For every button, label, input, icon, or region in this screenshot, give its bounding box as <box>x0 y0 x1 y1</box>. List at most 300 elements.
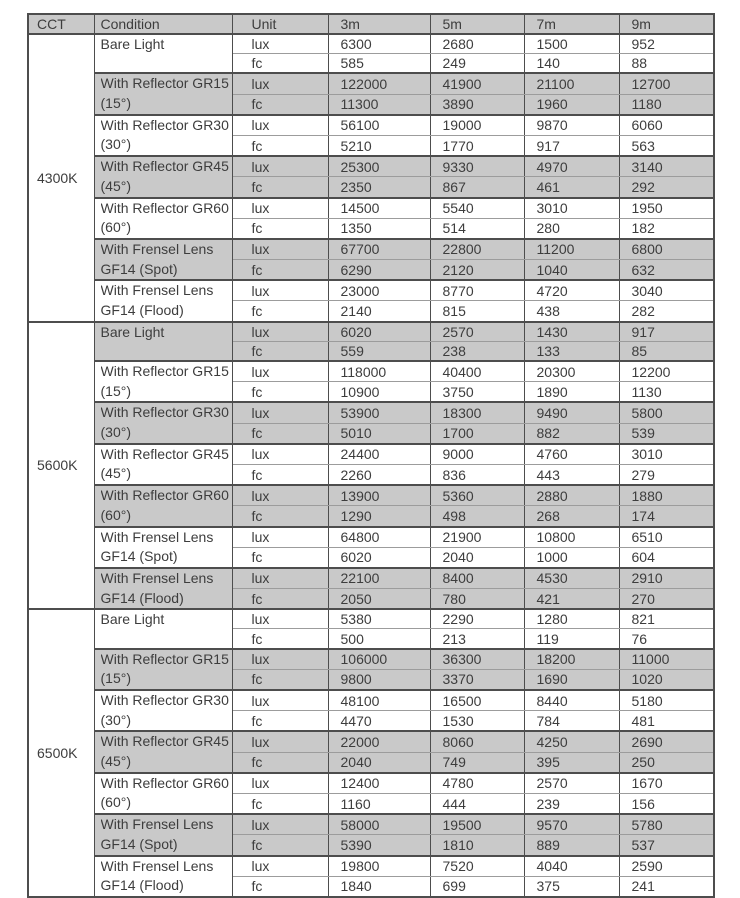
unit-cell-fc: fc <box>232 54 328 74</box>
value-cell: 22000 <box>328 731 430 752</box>
value-cell: 24400 <box>328 444 430 465</box>
value-cell: 2350 <box>328 177 430 198</box>
value-cell: 1430 <box>524 322 619 342</box>
unit-cell-fc: fc <box>232 464 328 485</box>
value-cell: 53900 <box>328 402 430 423</box>
value-cell: 699 <box>430 876 524 897</box>
value-cell: 12700 <box>619 73 714 94</box>
value-cell: 56100 <box>328 115 430 136</box>
condition-line: With Reflector GR15 <box>100 363 229 379</box>
value-cell: 1000 <box>524 547 619 568</box>
value-cell: 3010 <box>619 444 714 465</box>
header-row <box>28 14 714 34</box>
value-cell: 559 <box>328 341 430 361</box>
unit-cell-lux: lux <box>232 773 328 794</box>
value-cell: 48100 <box>328 690 430 711</box>
condition-cell <box>94 814 232 855</box>
value-cell: 19000 <box>430 115 524 136</box>
value-cell: 1890 <box>524 382 619 403</box>
unit-cell-fc: fc <box>232 711 328 732</box>
value-cell: 11200 <box>524 239 619 260</box>
value-cell: 58000 <box>328 814 430 835</box>
value-cell: 2910 <box>619 568 714 589</box>
value-cell: 815 <box>430 301 524 322</box>
value-cell: 917 <box>619 322 714 342</box>
condition-cell <box>94 485 232 526</box>
value-cell: 461 <box>524 177 619 198</box>
value-cell: 6300 <box>328 34 430 54</box>
value-cell: 19800 <box>328 856 430 877</box>
value-cell: 10900 <box>328 382 430 403</box>
condition-cell <box>94 280 232 321</box>
value-cell: 2050 <box>328 589 430 610</box>
value-cell: 632 <box>619 260 714 281</box>
value-cell: 5540 <box>430 198 524 219</box>
cct-cell <box>28 609 94 897</box>
value-cell: 4040 <box>524 856 619 877</box>
value-cell: 1880 <box>619 485 714 506</box>
value-cell: 1770 <box>430 135 524 156</box>
condition-cell <box>94 198 232 239</box>
value-cell: 239 <box>524 793 619 814</box>
table-row <box>28 239 714 260</box>
value-cell: 11300 <box>328 94 430 115</box>
value-cell: 88 <box>619 54 714 74</box>
cct-label: 4300K <box>37 169 78 186</box>
value-cell: 106000 <box>328 649 430 670</box>
value-cell: 6060 <box>619 115 714 136</box>
condition-cell <box>94 115 232 156</box>
table-row <box>28 34 714 54</box>
value-cell: 6020 <box>328 547 430 568</box>
value-cell: 19500 <box>430 814 524 835</box>
unit-cell-fc: fc <box>232 301 328 322</box>
unit-cell-fc: fc <box>232 669 328 690</box>
value-cell: 1810 <box>430 835 524 856</box>
value-cell: 174 <box>619 506 714 527</box>
value-cell: 4470 <box>328 711 430 732</box>
value-cell: 1950 <box>619 198 714 219</box>
value-cell: 2570 <box>524 773 619 794</box>
value-cell: 2880 <box>524 485 619 506</box>
unit-cell-lux: lux <box>232 156 328 177</box>
value-cell: 25300 <box>328 156 430 177</box>
value-cell: 21900 <box>430 527 524 548</box>
value-cell: 1840 <box>328 876 430 897</box>
value-cell: 18200 <box>524 649 619 670</box>
condition-line: With Reflector GR60 <box>100 774 229 791</box>
value-cell: 14500 <box>328 198 430 219</box>
value-cell: 20300 <box>524 361 619 382</box>
table-row <box>28 115 714 136</box>
table-body <box>28 34 714 897</box>
table-row <box>28 402 714 423</box>
value-cell: 395 <box>524 752 619 773</box>
unit-cell-fc: fc <box>232 506 328 527</box>
value-cell: 23000 <box>328 280 430 301</box>
condition-line: (15°) <box>100 95 131 112</box>
photometrics-table <box>27 13 715 898</box>
value-cell: 119 <box>524 629 619 649</box>
unit-cell-fc: fc <box>232 835 328 856</box>
unit-cell-fc: fc <box>232 629 328 649</box>
value-cell: 1180 <box>619 94 714 115</box>
value-cell: 213 <box>430 629 524 649</box>
unit-cell-fc: fc <box>232 177 328 198</box>
value-cell: 182 <box>619 218 714 239</box>
value-cell: 498 <box>430 506 524 527</box>
value-cell: 12400 <box>328 773 430 794</box>
unit-cell-fc: fc <box>232 589 328 610</box>
unit-cell-lux: lux <box>232 402 328 423</box>
unit-cell-lux: lux <box>232 73 328 94</box>
value-cell: 539 <box>619 423 714 444</box>
condition-line: (45°) <box>100 753 131 770</box>
condition-line: Bare Light <box>100 323 165 340</box>
condition-line: With Reflector GR15 <box>100 650 229 667</box>
value-cell: 780 <box>430 589 524 610</box>
header-unit: Unit <box>232 14 328 34</box>
condition-cell <box>94 402 232 443</box>
unit-cell-lux: lux <box>232 198 328 219</box>
unit-cell-fc: fc <box>232 752 328 773</box>
value-cell: 882 <box>524 423 619 444</box>
value-cell: 9330 <box>430 156 524 177</box>
table-row <box>28 527 714 548</box>
value-cell: 292 <box>619 177 714 198</box>
table-row <box>28 773 714 794</box>
condition-cell <box>94 322 232 361</box>
value-cell: 36300 <box>430 649 524 670</box>
value-cell: 1130 <box>619 382 714 403</box>
value-cell: 2120 <box>430 260 524 281</box>
value-cell: 18300 <box>430 402 524 423</box>
value-cell: 3010 <box>524 198 619 219</box>
value-cell: 563 <box>619 135 714 156</box>
cct-cell <box>28 34 94 322</box>
condition-cell <box>94 690 232 731</box>
condition-cell <box>94 239 232 280</box>
unit-cell-lux: lux <box>232 731 328 752</box>
value-cell: 4780 <box>430 773 524 794</box>
condition-line: With Reflector GR45 <box>100 445 229 462</box>
condition-line: (60°) <box>100 794 131 811</box>
value-cell: 514 <box>430 218 524 239</box>
value-cell: 5180 <box>619 690 714 711</box>
condition-cell <box>94 568 232 609</box>
value-cell: 481 <box>619 711 714 732</box>
value-cell: 133 <box>524 341 619 361</box>
value-cell: 22100 <box>328 568 430 589</box>
condition-line: With Reflector GR30 <box>100 404 229 421</box>
value-cell: 6290 <box>328 260 430 281</box>
value-cell: 5360 <box>430 485 524 506</box>
value-cell: 8400 <box>430 568 524 589</box>
value-cell: 438 <box>524 301 619 322</box>
value-cell: 16500 <box>430 690 524 711</box>
condition-cell <box>94 856 232 897</box>
condition-cell <box>94 527 232 568</box>
condition-line: Bare Light <box>100 36 165 52</box>
unit-cell-lux: lux <box>232 444 328 465</box>
value-cell: 5010 <box>328 423 430 444</box>
table-row <box>28 731 714 752</box>
value-cell: 2290 <box>430 609 524 629</box>
table-row <box>28 649 714 670</box>
value-cell: 500 <box>328 629 430 649</box>
condition-line: GF14 (Spot) <box>100 835 178 852</box>
value-cell: 85 <box>619 341 714 361</box>
value-cell: 5210 <box>328 135 430 156</box>
unit-cell-fc: fc <box>232 423 328 444</box>
cct-cell <box>28 322 94 610</box>
condition-line: Bare Light <box>100 611 165 628</box>
value-cell: 1700 <box>430 423 524 444</box>
value-cell: 2260 <box>328 464 430 485</box>
table-row <box>28 485 714 506</box>
value-cell: 76 <box>619 629 714 649</box>
value-cell: 21100 <box>524 73 619 94</box>
value-cell: 279 <box>619 464 714 485</box>
value-cell: 1670 <box>619 773 714 794</box>
value-cell: 421 <box>524 589 619 610</box>
value-cell: 9800 <box>328 669 430 690</box>
condition-line: GF14 (Flood) <box>100 301 184 318</box>
table-header <box>28 14 714 34</box>
unit-cell-fc: fc <box>232 218 328 239</box>
header-distance-5m: 5m <box>430 14 524 34</box>
unit-cell-lux: lux <box>232 280 328 301</box>
table-row <box>28 568 714 589</box>
unit-cell-lux: lux <box>232 856 328 877</box>
condition-line: (45°) <box>100 465 131 482</box>
unit-cell-fc: fc <box>232 260 328 281</box>
value-cell: 1690 <box>524 669 619 690</box>
value-cell: 2680 <box>430 34 524 54</box>
condition-line: GF14 (Spot) <box>100 548 178 565</box>
condition-line: (30°) <box>100 711 131 728</box>
value-cell: 5780 <box>619 814 714 835</box>
unit-cell-lux: lux <box>232 527 328 548</box>
value-cell: 2040 <box>328 752 430 773</box>
value-cell: 10800 <box>524 527 619 548</box>
value-cell: 821 <box>619 609 714 629</box>
unit-cell-lux: lux <box>232 485 328 506</box>
value-cell: 2570 <box>430 322 524 342</box>
value-cell: 749 <box>430 752 524 773</box>
value-cell: 241 <box>619 876 714 897</box>
value-cell: 6510 <box>619 527 714 548</box>
value-cell: 156 <box>619 793 714 814</box>
condition-cell <box>94 156 232 197</box>
condition-line: With Reflector GR30 <box>100 692 229 708</box>
unit-cell-lux: lux <box>232 609 328 629</box>
header-distance-7m: 7m <box>524 14 619 34</box>
value-cell: 140 <box>524 54 619 74</box>
value-cell: 585 <box>328 54 430 74</box>
condition-line: (30°) <box>100 136 131 153</box>
value-cell: 3370 <box>430 669 524 690</box>
value-cell: 784 <box>524 711 619 732</box>
value-cell: 250 <box>619 752 714 773</box>
unit-cell-fc: fc <box>232 382 328 403</box>
value-cell: 9570 <box>524 814 619 835</box>
condition-line: With Reflector GR15 <box>100 75 229 92</box>
condition-line: (30°) <box>100 424 131 441</box>
condition-cell <box>94 34 232 73</box>
value-cell: 40400 <box>430 361 524 382</box>
value-cell: 64800 <box>328 527 430 548</box>
unit-cell-fc: fc <box>232 793 328 814</box>
value-cell: 443 <box>524 464 619 485</box>
condition-line: With Reflector GR30 <box>100 116 229 133</box>
value-cell: 1020 <box>619 669 714 690</box>
table-row <box>28 322 714 342</box>
value-cell: 9490 <box>524 402 619 423</box>
unit-cell-lux: lux <box>232 239 328 260</box>
condition-line: (45°) <box>100 177 131 194</box>
value-cell: 3040 <box>619 280 714 301</box>
header-distance-3m: 3m <box>328 14 430 34</box>
value-cell: 5380 <box>328 609 430 629</box>
condition-line: (15°) <box>100 670 131 687</box>
condition-line: With Reflector GR60 <box>100 199 229 216</box>
table-row <box>28 73 714 94</box>
condition-line: With Frensel Lens <box>100 857 214 874</box>
value-cell: 6020 <box>328 322 430 342</box>
condition-line: With Frensel Lens <box>100 240 214 257</box>
unit-cell-lux: lux <box>232 690 328 711</box>
table-row <box>28 444 714 465</box>
cct-label: 5600K <box>37 457 78 474</box>
value-cell: 8770 <box>430 280 524 301</box>
value-cell: 4760 <box>524 444 619 465</box>
condition-line: (15°) <box>100 382 131 399</box>
value-cell: 3140 <box>619 156 714 177</box>
condition-cell <box>94 361 232 402</box>
value-cell: 375 <box>524 876 619 897</box>
condition-line: With Reflector GR45 <box>100 158 229 175</box>
condition-line: GF14 (Flood) <box>100 589 184 606</box>
value-cell: 11000 <box>619 649 714 670</box>
value-cell: 41900 <box>430 73 524 94</box>
unit-cell-lux: lux <box>232 649 328 670</box>
condition-line: With Frensel Lens <box>100 816 214 833</box>
condition-line: With Frensel Lens <box>100 282 214 299</box>
value-cell: 1500 <box>524 34 619 54</box>
table-row <box>28 361 714 382</box>
value-cell: 7520 <box>430 856 524 877</box>
value-cell: 6800 <box>619 239 714 260</box>
value-cell: 604 <box>619 547 714 568</box>
value-cell: 2690 <box>619 731 714 752</box>
value-cell: 1280 <box>524 609 619 629</box>
value-cell: 917 <box>524 135 619 156</box>
value-cell: 12200 <box>619 361 714 382</box>
value-cell: 270 <box>619 589 714 610</box>
table-row <box>28 609 714 629</box>
condition-line: GF14 (Flood) <box>100 877 184 894</box>
value-cell: 9870 <box>524 115 619 136</box>
condition-cell <box>94 731 232 772</box>
unit-cell-lux: lux <box>232 814 328 835</box>
value-cell: 249 <box>430 54 524 74</box>
unit-cell-fc: fc <box>232 876 328 897</box>
value-cell: 1160 <box>328 793 430 814</box>
condition-line: With Frensel Lens <box>100 569 214 586</box>
condition-cell <box>94 73 232 114</box>
condition-line: (60°) <box>100 506 131 523</box>
value-cell: 952 <box>619 34 714 54</box>
unit-cell-fc: fc <box>232 341 328 361</box>
header-distance-9m: 9m <box>619 14 714 34</box>
unit-cell-lux: lux <box>232 34 328 54</box>
value-cell: 1350 <box>328 218 430 239</box>
value-cell: 4530 <box>524 568 619 589</box>
condition-line: (60°) <box>100 219 131 236</box>
value-cell: 8060 <box>430 731 524 752</box>
value-cell: 4970 <box>524 156 619 177</box>
table-row <box>28 814 714 835</box>
value-cell: 122000 <box>328 73 430 94</box>
value-cell: 9000 <box>430 444 524 465</box>
value-cell: 889 <box>524 835 619 856</box>
value-cell: 280 <box>524 218 619 239</box>
value-cell: 2590 <box>619 856 714 877</box>
value-cell: 1290 <box>328 506 430 527</box>
condition-cell <box>94 649 232 690</box>
value-cell: 238 <box>430 341 524 361</box>
value-cell: 13900 <box>328 485 430 506</box>
unit-cell-lux: lux <box>232 361 328 382</box>
value-cell: 4250 <box>524 731 619 752</box>
value-cell: 444 <box>430 793 524 814</box>
value-cell: 67700 <box>328 239 430 260</box>
condition-line: With Frensel Lens <box>100 528 214 545</box>
value-cell: 2040 <box>430 547 524 568</box>
unit-cell-fc: fc <box>232 135 328 156</box>
table-row <box>28 690 714 711</box>
cct-label: 6500K <box>37 745 78 762</box>
value-cell: 5390 <box>328 835 430 856</box>
value-cell: 1960 <box>524 94 619 115</box>
condition-line: With Reflector GR45 <box>100 733 229 750</box>
table-row <box>28 280 714 301</box>
table-row <box>28 856 714 877</box>
value-cell: 268 <box>524 506 619 527</box>
value-cell: 282 <box>619 301 714 322</box>
header-cct: CCT <box>28 14 94 34</box>
condition-cell <box>94 609 232 648</box>
value-cell: 867 <box>430 177 524 198</box>
header-condition: Condition <box>94 14 232 34</box>
value-cell: 5800 <box>619 402 714 423</box>
value-cell: 836 <box>430 464 524 485</box>
value-cell: 118000 <box>328 361 430 382</box>
condition-cell <box>94 773 232 814</box>
condition-line: GF14 (Spot) <box>100 260 178 277</box>
value-cell: 1040 <box>524 260 619 281</box>
value-cell: 1530 <box>430 711 524 732</box>
value-cell: 4720 <box>524 280 619 301</box>
condition-line: With Reflector GR60 <box>100 487 229 504</box>
value-cell: 22800 <box>430 239 524 260</box>
unit-cell-lux: lux <box>232 322 328 342</box>
table-row <box>28 156 714 177</box>
unit-cell-lux: lux <box>232 568 328 589</box>
unit-cell-fc: fc <box>232 547 328 568</box>
condition-cell <box>94 444 232 485</box>
